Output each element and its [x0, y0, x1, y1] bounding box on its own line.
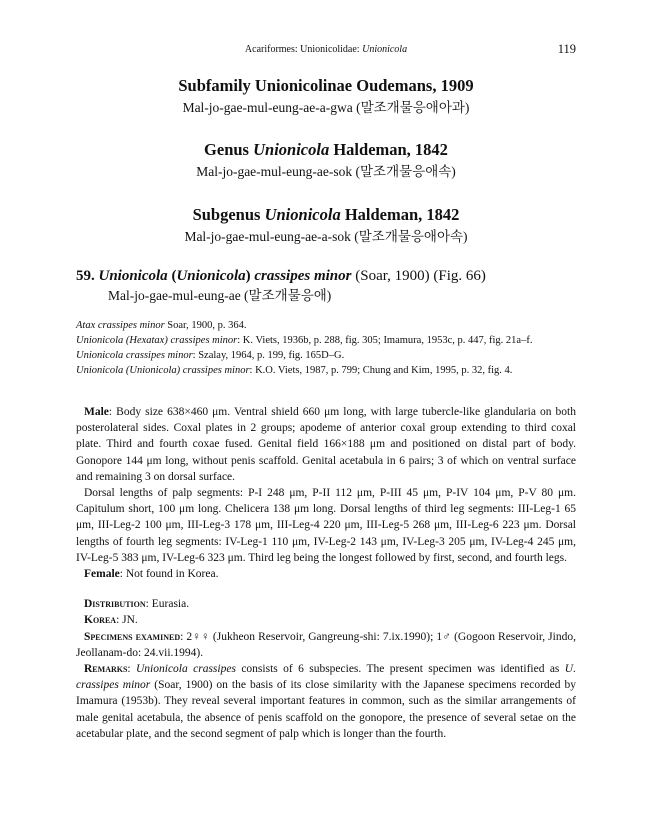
species-heading	[76, 266, 576, 305]
genus-heading	[76, 140, 576, 181]
remarks: Remarks: Unionicola crassipes consists of 6 subspecies. The present specimen was identified as U. crassipes minor (Soar, 1900) on the basis of its close similarity with the Japanese specimens recorded by Imamura (1953b). They reveal several important features in common, such as the similar arrangements of male genital acetabula, the absence of penis scaffold on the gonopore, the presence of several setae on the acetabular plate, and the second segment of palp which is longer than the fourth.	[76, 663, 577, 740]
subgenus-korean-name: Mal-jo-gae-mul-eung-ae-a-sok (말조개물응애아속)	[184, 229, 468, 244]
specimens-examined: Specimens examined: 2♀♀ (Jukheon Reservoir, Gangreung-shi: 7.ix.1990); 1♂ (Gogoon Reservoir, Jindo, Jeollanam-do: 24.vii.1994).	[76, 630, 576, 659]
species-author-fig: (Soar, 1900) (Fig. 66)	[355, 268, 486, 284]
species-korean-name: Mal-jo-gae-mul-eung-ae (말조개물응애)	[108, 288, 332, 303]
genus-korean-name: Mal-jo-gae-mul-eung-ae-sok (말조개물응애속)	[196, 164, 456, 179]
korea-distribution: Korea: JN.	[84, 614, 138, 627]
subgenus-heading	[76, 205, 576, 246]
species-title: 59. Unionicola (Unionicola) crassipes minor (Soar, 1900) (Fig. 66)	[76, 268, 486, 284]
subfamily-korean-name: Mal-jo-gae-mul-eung-ae-a-gwa (말조개물응애아과)	[182, 100, 470, 115]
running-head: Acariformes: Unionicolidae: Unionicola	[244, 44, 408, 55]
subfamily-heading	[76, 76, 576, 117]
synonymy-entry: Unionicola crassipes minor: Szalay, 1964, p. 199, fig. 165D–G.	[76, 350, 345, 361]
description-body	[76, 404, 576, 742]
palp-leg-measurements: Dorsal lengths of palp segments: P-I 248 μm, P-II 112 μm, P-III 45 μm, P-IV 104 μm, P-V 80 μm. Capitulum short, 100 μm long. Chelicera 138 μm long. Dorsal lengths of third leg segments: III-Leg-1 65 μm, III-Leg-2 100 μm, III-Leg-3 178 μm, III-Leg-4 220 μm, III-Leg-5 268 μm, III-Leg-6 223 μm. Dorsal lengths of fourth leg segments: IV-Leg-1 110 μm, IV-Leg-2 143 μm, IV-Leg-3 205 μm, IV-Leg-4 245 μm, IV-Leg-5 383 μm, IV-Leg-6 323 μm. Third leg being the longest followed by first, second, and fourth legs.	[76, 487, 576, 564]
section-gap	[76, 582, 576, 596]
synonymy-entry: Unionicola (Unionicola) crassipes minor: K.O. Viets, 1987, p. 799; Chung and Kim, 1995, p. 32, fig. 4.	[76, 365, 513, 376]
running-head-genus: Unionicola	[362, 44, 408, 55]
species-epithet: crassipes minor	[254, 268, 352, 284]
subgenus-title: Subgenus Unionicola Haldeman, 1842	[192, 205, 460, 224]
genus-title: Genus Unionicola Haldeman, 1842	[204, 140, 448, 159]
female-description: Female: Not found in Korea.	[84, 568, 219, 581]
distribution: Distribution: Eurasia.	[84, 598, 190, 611]
species-number: 59.	[76, 268, 95, 284]
synonymy-entry: Unionicola (Hexatax) crassipes minor: K. Viets, 1936b, p. 288, fig. 305; Imamura, 1953c, p. 447, fig. 21a–f.	[76, 335, 533, 346]
species-subgenus: Unionicola	[176, 268, 246, 284]
subfamily-title: Subfamily Unionicolinae Oudemans, 1909	[178, 76, 474, 95]
synonymy-list	[76, 318, 576, 378]
synonymy-entry: Atax crassipes minor Soar, 1900, p. 364.	[76, 320, 247, 331]
page-number: 119	[557, 42, 576, 56]
male-description: Male: Body size 638×460 μm. Ventral shield 660 μm long, with large tubercle-like glandularia on both posterolateral sides. Coxal plates in 2 groups; apodeme of anterior coxal group extending to third coxal plate. Third and fourth coxae fused. Genital field 166×188 μm and positioned on distal part of body. Gonopore 144 μm long, without penis scaffold. Genital acetabula in 6 pairs; 3 of which on ventral surface and remaining 3 on dorsal surface.	[76, 406, 576, 483]
page-header	[76, 42, 576, 58]
